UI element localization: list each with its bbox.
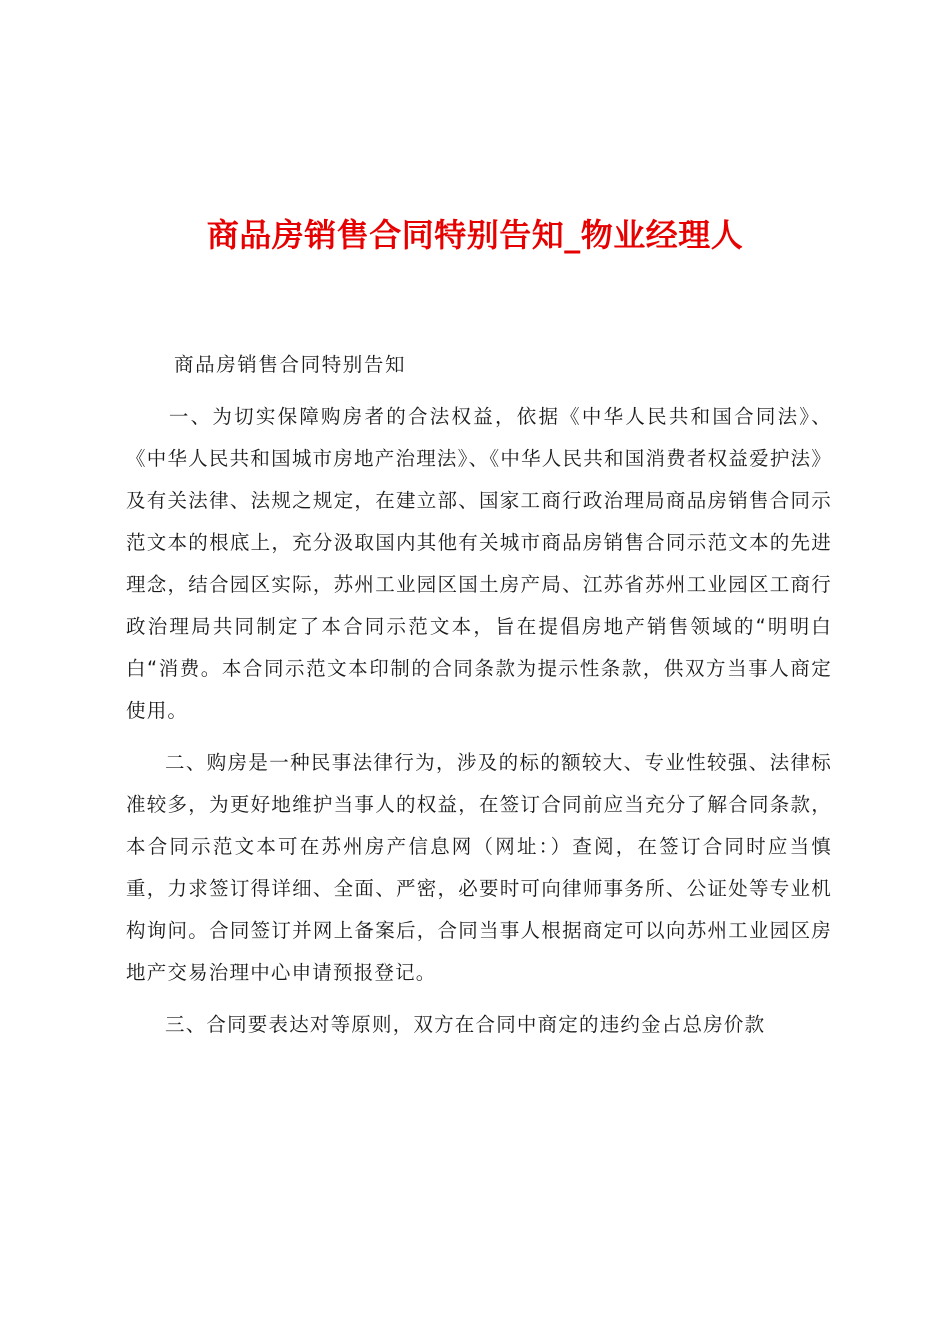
document-body [126,344,832,1056]
document-title: 商品房销售合同特别告知_物业经理人 [206,216,744,254]
paragraph-3: 三、合同要表达对等原则，双方在合同中商定的违约金占总房价款 [165,1013,766,1036]
paragraph-1: 一、为切实保障购房者的合法权益，依据《中华人民共和国合同法》、《中华人民共和国城市房地产治理法》、《中华人民共和国消费者权益爱护法》及有关法律、法规之规定，在建立部、国家工商行政治理局商品房销售合同示范文本的根底上，充分汲取国内其他有关城市商品房销售合同示范文本的先进理念，结合园区实际，苏州工业园区国土房产局、江苏省苏州工业园区工商行政治理局共同制定了本合同示范文本，旨在提倡房地产销售领域的“明明白白“消费。本合同示范文本印制的合同条款为提示性条款，供双方当事人商定使用。 [126,405,832,722]
document-subtitle: 商品房销售合同特别告知 [174,353,407,376]
paragraph-2: 二、购房是一种民事法律行为，涉及的标的额较大、专业性较强、法律标准较多，为更好地维护当事人的权益，在签订合同前应当充分了解合同条款，本合同示范文本可在苏州房产信息网（网址：）查阅，在签订合同时应当慎重，力求签订得详细、全面、严密，必要时可向律师事务所、公证处等专业机构询问。合同签订并网上备案后，合同当事人根据商定可以向苏州工业园区房地产交易治理中心申请预报登记。 [126,751,832,984]
